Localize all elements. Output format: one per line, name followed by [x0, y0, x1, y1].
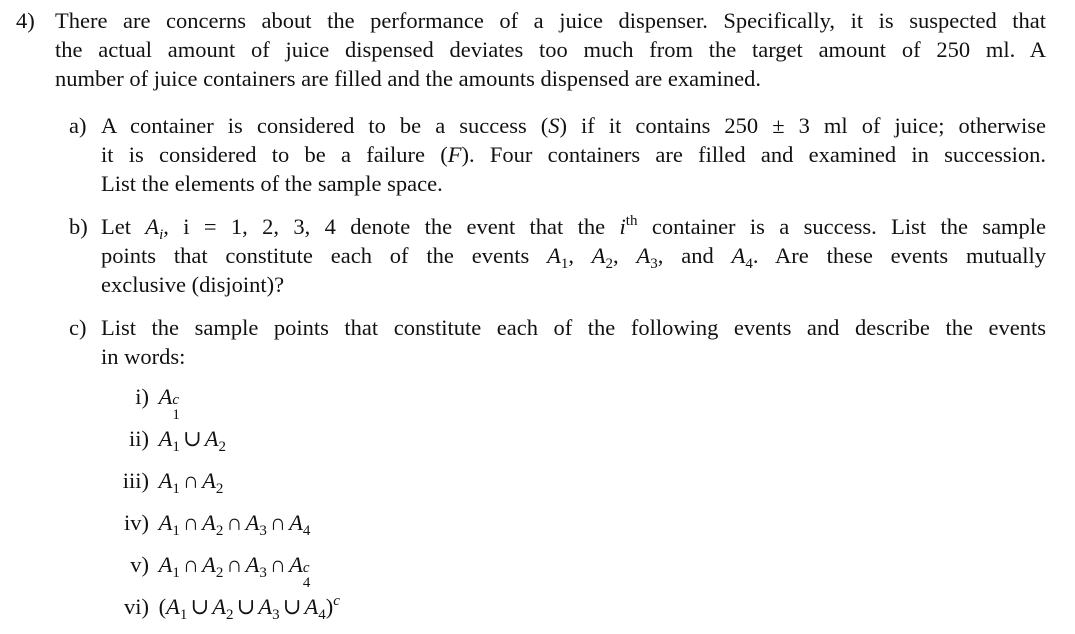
- event-item: [104, 424, 1046, 466]
- event-expression: $A_1$ ∩ $A_2$ ∩ $A_3$ ∩ $A_4$: [158, 510, 311, 539]
- part-b-label: b): [69, 214, 88, 239]
- failure-symbol: F: [447, 142, 462, 167]
- part-c-label: c): [69, 315, 87, 340]
- part-a-line-3: List the elements of the sample space.: [101, 171, 443, 196]
- part-b-line-2: points that constitute each of the events $A_1$, $A_2$, $A_3$, and $A_4$. Are these events mutually: [101, 243, 1046, 272]
- event-label: vi): [124, 594, 149, 619]
- event-label: iii): [122, 468, 149, 493]
- problem-4: [16, 6, 1046, 634]
- part-a-line-2: it is considered to be a failure (F). Four containers are filled and examined in succession.: [101, 142, 1046, 167]
- part-b-line-1: Let $A_i$, i = 1, 2, 3, 4 denote the event that the $i^{th}$ container is a success. List the sample: [101, 213, 1047, 243]
- problem-intro: [55, 6, 1046, 93]
- event-list: [104, 382, 1046, 634]
- part-b-text: [101, 212, 1046, 299]
- event-item: [104, 592, 1046, 634]
- part-c: [69, 313, 1046, 371]
- event-expression: A c 1: [158, 384, 180, 423]
- event-item: [104, 382, 1046, 424]
- event-label: i): [135, 384, 149, 409]
- event-item: [104, 508, 1046, 550]
- part-b: [69, 212, 1046, 299]
- event-label: iv): [124, 510, 149, 535]
- part-b-line-3: exclusive (disjoint)?: [101, 272, 285, 297]
- part-c-text: [101, 313, 1046, 371]
- part-a-text: [101, 111, 1046, 198]
- part-c-line-1: List the sample points that constitute each of the following events and describe the events: [101, 315, 1046, 340]
- part-a: [69, 111, 1046, 198]
- event-expression: ($A_1$ ∪ $A_2$ ∪ $A_3$ ∪ $A_4)^c$: [158, 593, 340, 623]
- intro-line-2: the actual amount of juice dispensed deviates too much from the target amount of 250 ml. A: [55, 37, 1046, 62]
- event-item: [104, 550, 1046, 592]
- intro-line-1: There are concerns about the performance of a juice dispenser. Specifically, it is suspected that: [55, 8, 1046, 33]
- event-label: ii): [129, 426, 149, 451]
- part-c-line-2: in words:: [101, 344, 186, 369]
- event-expression: $A_1$ ∩ $A_2$ ∩ $A_3$ ∩ A c 4: [158, 552, 311, 591]
- part-a-line-1: A container is considered to be a success (S) if it contains 250 ± 3 ml of juice; otherwise: [101, 113, 1047, 138]
- problem-number: 4): [16, 8, 35, 33]
- event-label: v): [130, 552, 149, 577]
- intro-line-3: number of juice containers are filled and the amounts dispensed are examined.: [55, 66, 761, 91]
- event-expression: $A_1$ ∪ $A_2$: [158, 426, 226, 455]
- event-item: [104, 466, 1046, 508]
- success-symbol: S: [548, 113, 560, 138]
- part-a-label: a): [69, 113, 87, 138]
- event-expression: $A_1$ ∩ $A_2$: [158, 468, 224, 497]
